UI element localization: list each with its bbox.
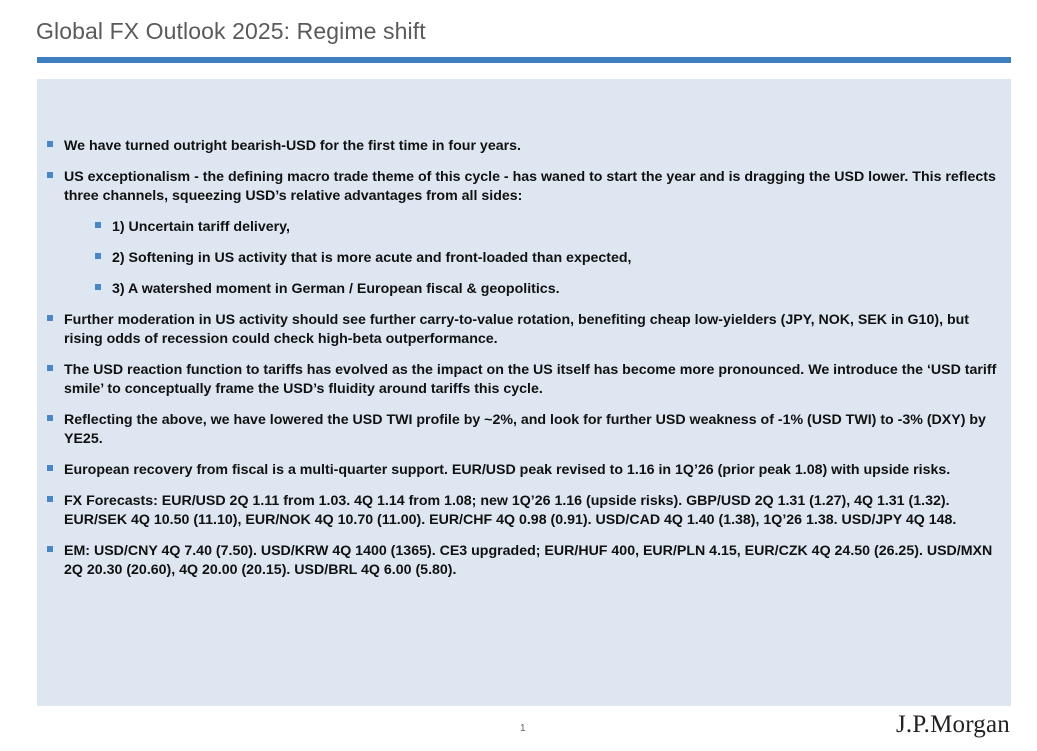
square-bullet-icon xyxy=(47,465,53,471)
square-bullet-icon xyxy=(47,141,53,147)
bullet-text: 3) A watershed moment in German / European fiscal & geopolitics. xyxy=(112,281,560,297)
square-bullet-icon xyxy=(47,546,53,552)
bullet-list xyxy=(47,137,1002,592)
bullet-item xyxy=(47,168,1002,206)
square-bullet-icon xyxy=(47,172,53,178)
bullet-item xyxy=(47,137,1002,156)
square-bullet-icon xyxy=(47,496,53,502)
square-bullet-icon xyxy=(95,222,101,228)
square-bullet-icon xyxy=(47,415,53,421)
slide-title: Global FX Outlook 2025: Regime shift xyxy=(36,18,426,44)
bullet-text: The USD reaction function to tariffs has evolved as the impact on the US itself has become more pronounced. We introduce the ‘USD tariff smile’ to conceptually frame the USD’s fluidity around tariffs this cycle. xyxy=(64,362,997,397)
bullet-text: US exceptionalism - the defining macro trade theme of this cycle - has waned to start the year and is dragging the USD lower. This reflects three channels, squeezing USD’s relative advantages from all sides: xyxy=(64,169,996,204)
sub-bullet-item xyxy=(95,218,1002,237)
bullet-item xyxy=(47,311,1002,349)
bullet-text: FX Forecasts: EUR/USD 2Q 1.11 from 1.03. 4Q 1.14 from 1.08; new 1Q’26 1.16 (upside risks). GBP/USD 2Q 1.31 (1.27), 4Q 1.31 (1.32). EUR/SEK 4Q 10.50 (11.10), EUR/NOK 4Q 10.70 (11.00). EUR/CHF 4Q 0.98 (0.91). USD/CAD 4Q 1.40 (1.38), 1Q’26 1.38. USD/JPY 4Q 148. xyxy=(64,493,957,528)
bullet-item xyxy=(47,411,1002,449)
square-bullet-icon xyxy=(47,315,53,321)
bullet-text: Reflecting the above, we have lowered the USD TWI profile by ~2%, and look for further USD weakness of -1% (USD TWI) to -3% (DXY) by YE25. xyxy=(64,412,986,447)
company-logo: J.P.Morgan xyxy=(895,711,1010,738)
square-bullet-icon xyxy=(95,284,101,290)
bullet-item xyxy=(47,542,1002,580)
sub-bullet-item xyxy=(95,249,1002,268)
bullet-item xyxy=(47,361,1002,399)
page-number: 1 xyxy=(520,723,526,734)
square-bullet-icon xyxy=(95,253,101,259)
bullet-text: EM: USD/CNY 4Q 7.40 (7.50). USD/KRW 4Q 1400 (1365). CE3 upgraded; EUR/HUF 400, EUR/PLN 4.15, EUR/CZK 4Q 24.50 (26.25). USD/MXN 2Q 20.30 (20.60), 4Q 20.00 (20.15). USD/BRL 4Q 6.00 (5.80). xyxy=(64,543,993,578)
bullet-text: We have turned outright bearish-USD for the first time in four years. xyxy=(64,138,521,154)
bullet-text: 1) Uncertain tariff delivery, xyxy=(112,219,290,235)
bullet-text: Further moderation in US activity should see further carry-to-value rotation, benefiting cheap low-yielders (JPY, NOK, SEK in G10), but rising odds of recession could check high-beta outperformance. xyxy=(64,312,970,347)
sub-bullet-item xyxy=(95,280,1002,299)
bullet-item xyxy=(47,461,1002,480)
bullet-item xyxy=(47,492,1002,530)
bullet-text: European recovery from fiscal is a multi-quarter support. EUR/USD peak revised to 1.16 in 1Q’26 (prior peak 1.08) with upside risks. xyxy=(64,462,951,478)
bullet-text: 2) Softening in US activity that is more acute and front-loaded than expected, xyxy=(112,250,632,266)
title-divider xyxy=(37,57,1011,63)
square-bullet-icon xyxy=(47,365,53,371)
